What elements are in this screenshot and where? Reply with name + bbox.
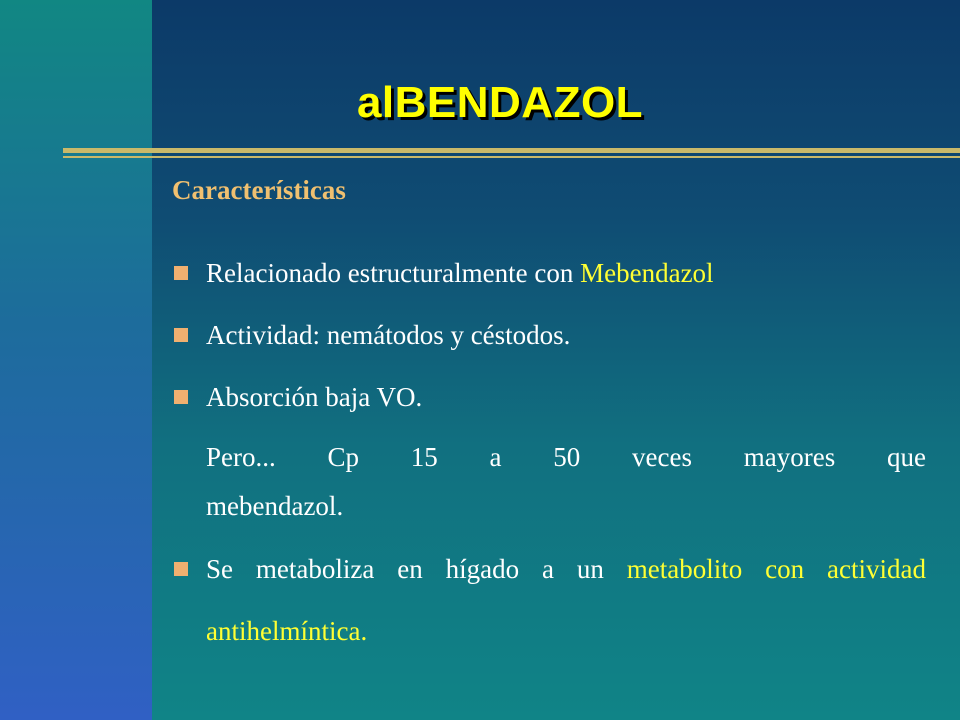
bullet-text: Relacionado estructuralmente con [206,258,581,288]
bullet-item [172,538,926,662]
bullet-highlight: Mebendazol [580,258,714,288]
divider-line-thin [63,156,960,158]
bullet-highlight: metabolito con actividad antihelmíntica. [206,554,926,646]
divider-line-thick [63,148,960,153]
bullet-item [172,242,926,304]
slide-content [172,175,926,662]
continuation-text: Pero... Cp 15 a 50 veces mayores que [206,442,926,472]
section-heading: Características [172,175,346,205]
continuation-text-2: mebendazol. [206,491,344,521]
bullet-text: Actividad: nemátodos y céstodos. [206,320,571,350]
square-bullet-icon [174,562,188,576]
bullet-item [172,366,926,428]
bullet-text: Absorción baja VO. [206,382,423,412]
square-bullet-icon [174,328,188,342]
bullet-item [172,304,926,366]
bullet-text: Se metaboliza en hígado a un [206,554,627,584]
slide-title: alBENDAZOL [356,78,644,127]
square-bullet-icon [174,390,188,404]
square-bullet-icon [174,266,188,280]
title-divider [63,148,960,160]
